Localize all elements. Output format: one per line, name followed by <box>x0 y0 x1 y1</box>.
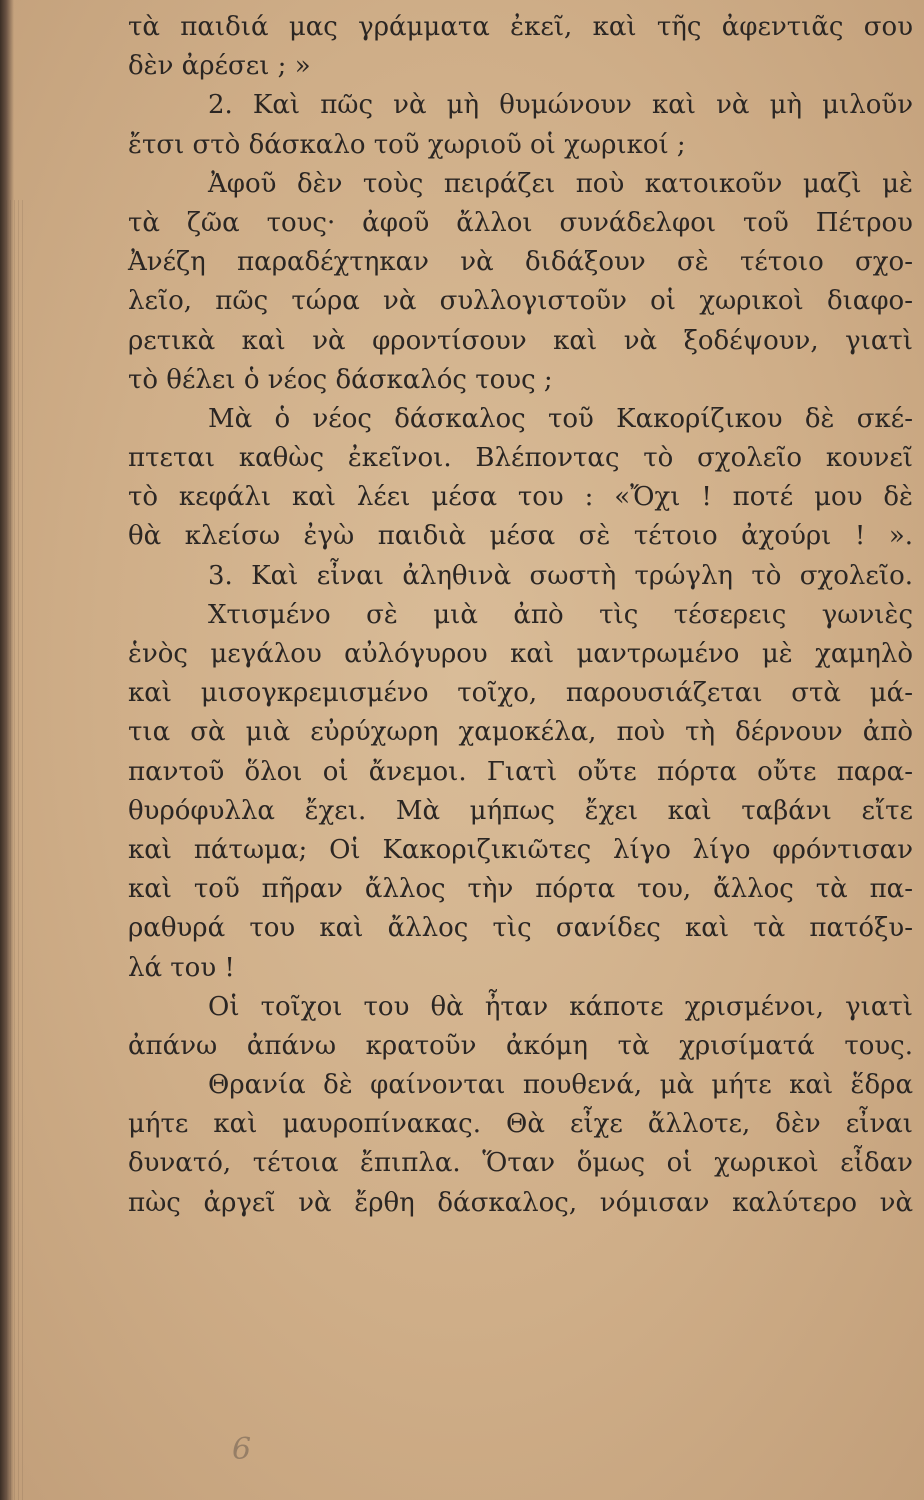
text-line: ρετικὰ καὶ νὰ φροντίσουν καὶ νὰ ξοδέψουν, γιατὶ <box>128 325 913 356</box>
text-line: παντοῦ ὅλοι οἱ ἄνεμοι. Γιατὶ οὔτε πόρτα οὔτε παρα- <box>128 756 913 787</box>
page-edge-texture <box>6 200 26 1500</box>
text-line: ραθυρά του καὶ ἄλλος τὶς σανίδες καὶ τὰ πατόξυ- <box>128 913 913 944</box>
text-line: Θρανία δὲ φαίνονται πουθενά, μὰ μήτε καὶ ἕδρα <box>208 1070 913 1101</box>
text-line: λά του ! <box>128 952 235 983</box>
text-line: δὲν ἀρέσει ; » <box>128 51 311 82</box>
text-line: 3. Καὶ εἶναι ἀληθινὰ σωστὴ τρώγλη τὸ σχολεῖο. <box>208 560 913 591</box>
text-line: λεῖο, πῶς τώρα νὰ συλλογιστοῦν οἱ χωρικοὶ διαφο- <box>128 286 913 317</box>
text-line: τια σὰ μιὰ εὐρύχωρη χαμοκέλα, ποὺ τὴ δέρνουν ἀπὸ <box>128 717 913 748</box>
text-line: τὰ παιδιά μας γράμματα ἐκεῖ, καὶ τῆς ἀφεντιᾶς σου <box>128 12 913 42</box>
text-line: Μὰ ὁ νέος δάσκαλος τοῦ Κακορίζικου δὲ σκέ- <box>208 403 913 434</box>
text-line: Χτισμένο σὲ μιὰ ἀπὸ τὶς τέσερεις γωνιὲς <box>208 599 913 630</box>
text-line: ἑνὸς μεγάλου αὐλόγυρου καὶ μαντρωμένο μὲ χαμηλὸ <box>128 639 913 669</box>
text-line: Ἀνέζη παραδέχτηκαν νὰ διδάξουν σὲ τέτοιο σχο- <box>128 247 913 278</box>
text-line: πὼς ἀργεῖ νὰ ἔρθη δάσκαλος, νόμισαν καλύτερο νὰ <box>128 1187 913 1218</box>
text-line: πτεται καθὼς ἐκεῖνοι. Βλέποντας τὸ σχολεῖο κουνεῖ <box>128 443 913 474</box>
text-line: θυρόφυλλα ἔχει. Μὰ μήπως ἔχει καὶ ταβάνι εἴτε <box>128 795 913 826</box>
text-line: μήτε καὶ μαυροπίνακας. Θὰ εἶχε ἄλλοτε, δὲν εἶναι <box>128 1109 913 1140</box>
text-line: τὰ ζῶα τους· ἀφοῦ ἄλλοι συνάδελφοι τοῦ Πέτρου <box>128 207 913 238</box>
text-line: θὰ κλείσω ἐγὼ παιδιὰ μέσα σὲ τέτοιο ἀχούρι ! ». <box>128 521 913 552</box>
text-line: ἔτσι στὸ δάσκαλο τοῦ χωριοῦ οἱ χωρικοί ; <box>128 129 686 160</box>
text-line: τὸ θέλει ὁ νέος δάσκαλός τους ; <box>128 364 553 395</box>
text-line: ἀπάνω ἀπάνω κρατοῦν ἀκόμη τὰ χρισίματά τους. <box>128 1030 913 1061</box>
text-line: καὶ μισογκρεμισμένο τοῖχο, παρουσιάζεται στὰ μά- <box>128 678 913 709</box>
text-line: καὶ τοῦ πῆραν ἄλλος τὴν πόρτα του, ἄλλος τὰ πα- <box>128 874 913 905</box>
page-mark: 6 <box>232 1432 252 1467</box>
text-line: Οἱ τοῖχοι του θὰ ἦταν κάποτε χρισμένοι, γιατὶ <box>208 991 913 1022</box>
text-line: τὸ κεφάλι καὶ λέει μέσα του : «Ὄχι ! ποτέ μου δὲ <box>128 482 913 513</box>
body-text <box>128 8 913 1223</box>
text-line: δυνατό, τέτοια ἔπιπλα. Ὅταν ὅμως οἱ χωρικοὶ εἶδαν <box>128 1148 913 1179</box>
text-line: καὶ πάτωμα; Οἱ Κακοριζικιῶτες λίγο λίγο φρόντισαν <box>128 834 913 865</box>
text-line: Ἀφοῦ δὲν τοὺς πειράζει ποὺ κατοικοῦν μαζὶ μὲ <box>208 168 913 199</box>
text-line: 2. Καὶ πῶς νὰ μὴ θυμώνουν καὶ νὰ μὴ μιλοῦν <box>208 90 913 121</box>
